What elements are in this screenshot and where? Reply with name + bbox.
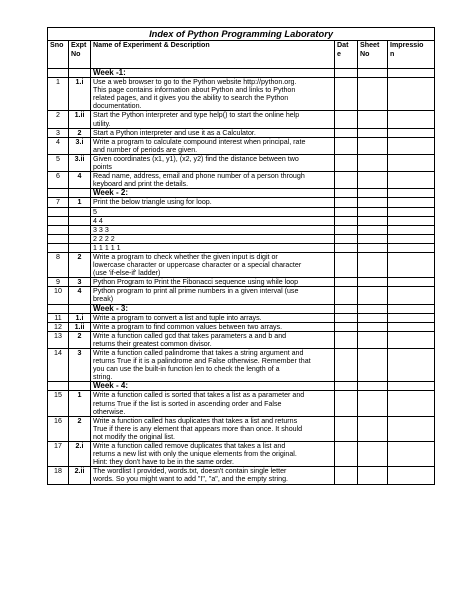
sno-cell xyxy=(48,243,69,252)
impression-cell xyxy=(388,234,435,243)
table-row xyxy=(48,416,435,441)
date-cell xyxy=(335,322,358,331)
sheet-no-cell xyxy=(358,198,388,207)
date-cell xyxy=(335,287,358,304)
sno-cell xyxy=(48,216,69,225)
impression-cell xyxy=(388,172,435,189)
sno-cell: 6 xyxy=(48,172,69,189)
sno-cell: 5 xyxy=(48,154,69,171)
impression-cell xyxy=(388,128,435,137)
date-cell xyxy=(335,207,358,216)
date-cell xyxy=(335,243,358,252)
sno-cell: 12 xyxy=(48,322,69,331)
impression-cell xyxy=(388,278,435,287)
table-row xyxy=(48,278,435,287)
table-row xyxy=(48,137,435,154)
sno-cell xyxy=(48,69,69,78)
table-row xyxy=(48,252,435,277)
sno-cell: 18 xyxy=(48,467,69,484)
table-row xyxy=(48,78,435,111)
date-cell xyxy=(335,467,358,484)
impression-cell xyxy=(388,467,435,484)
table-row xyxy=(48,322,435,331)
table-row xyxy=(48,216,435,225)
expt-no-cell xyxy=(69,234,91,243)
page-title: Index of Python Programming Laboratory xyxy=(48,28,435,41)
description-cell: Write a program to calculate compound interest when principal, rate and number of periods are given. xyxy=(91,137,335,154)
week-row xyxy=(48,69,435,78)
date-cell xyxy=(335,278,358,287)
table-row xyxy=(48,287,435,304)
sheet-no-cell xyxy=(358,216,388,225)
sheet-no-cell xyxy=(358,252,388,277)
impression-cell xyxy=(388,216,435,225)
sno-cell: 1 xyxy=(48,78,69,111)
table-row xyxy=(48,198,435,207)
sno-cell xyxy=(48,382,69,391)
sheet-no-cell xyxy=(358,313,388,322)
sheet-no-cell xyxy=(358,234,388,243)
expt-no-cell: 1.ii xyxy=(69,322,91,331)
sheet-no-cell xyxy=(358,137,388,154)
impression-cell xyxy=(388,382,435,391)
table-row xyxy=(48,442,435,467)
impression-cell xyxy=(388,252,435,277)
date-cell xyxy=(335,416,358,441)
date-cell xyxy=(335,442,358,467)
header-sheet-no: Sheet No xyxy=(358,41,388,69)
expt-no-cell: 1.i xyxy=(69,313,91,322)
expt-no-cell xyxy=(69,304,91,313)
sno-cell: 4 xyxy=(48,137,69,154)
expt-no-cell: 2 xyxy=(69,416,91,441)
sheet-no-cell xyxy=(358,111,388,128)
date-cell xyxy=(335,252,358,277)
description-cell: Python program to print all prime numbers in a given interval (use break) xyxy=(91,287,335,304)
table-row xyxy=(48,313,435,322)
sno-cell: 7 xyxy=(48,198,69,207)
expt-no-cell: 3 xyxy=(69,349,91,382)
expt-no-cell xyxy=(69,69,91,78)
sno-cell xyxy=(48,207,69,216)
description-cell: 1 1 1 1 1 xyxy=(91,243,335,252)
date-cell xyxy=(335,137,358,154)
impression-cell xyxy=(388,391,435,416)
expt-no-cell: 1.i xyxy=(69,78,91,111)
impression-cell xyxy=(388,69,435,78)
sno-cell: 8 xyxy=(48,252,69,277)
description-cell: 2 2 2 2 xyxy=(91,234,335,243)
sheet-no-cell xyxy=(358,207,388,216)
header-expt-no: Expt No xyxy=(69,41,91,69)
impression-cell xyxy=(388,154,435,171)
sheet-no-cell xyxy=(358,322,388,331)
description-cell: Write a program to check whether the given input is digit or lowercase character or uppercase character or a special character (use 'if-else-if' ladder) xyxy=(91,252,335,277)
sheet-no-cell xyxy=(358,349,388,382)
expt-no-cell: 2.ii xyxy=(69,467,91,484)
expt-no-cell: 2 xyxy=(69,331,91,348)
impression-cell xyxy=(388,349,435,382)
expt-no-cell xyxy=(69,225,91,234)
expt-no-cell: 2 xyxy=(69,252,91,277)
impression-cell xyxy=(388,331,435,348)
table-row xyxy=(48,349,435,382)
description-cell: Python Program to Print the Fibonacci sequence using while loop xyxy=(91,278,335,287)
sheet-no-cell xyxy=(358,189,388,198)
sno-cell xyxy=(48,225,69,234)
date-cell xyxy=(335,349,358,382)
description-cell: Write a function called is sorted that takes a list as a parameter and returns True if the list is sorted in ascending order and False otherwise. xyxy=(91,391,335,416)
expt-no-cell: 3 xyxy=(69,278,91,287)
date-cell xyxy=(335,225,358,234)
date-cell xyxy=(335,304,358,313)
table-row xyxy=(48,391,435,416)
sno-cell: 2 xyxy=(48,111,69,128)
week-heading: Week - 2: xyxy=(91,189,335,198)
description-cell: Start the Python interpreter and type help() to start the online help utility. xyxy=(91,111,335,128)
impression-cell xyxy=(388,416,435,441)
date-cell xyxy=(335,234,358,243)
sno-cell xyxy=(48,234,69,243)
description-cell: Start a Python interpreter and use it as a Calculator. xyxy=(91,128,335,137)
week-heading: Week -1: xyxy=(91,69,335,78)
sheet-no-cell xyxy=(358,382,388,391)
description-cell: Write a function called palindrome that takes a string argument and returns True if it is a palindrome and False otherwise. Remember that you can use the built-in function len to check the length of a string. xyxy=(91,349,335,382)
expt-no-cell: 1 xyxy=(69,391,91,416)
table-row xyxy=(48,467,435,484)
expt-no-cell: 4 xyxy=(69,287,91,304)
sno-cell: 13 xyxy=(48,331,69,348)
sheet-no-cell xyxy=(358,391,388,416)
date-cell xyxy=(335,128,358,137)
header-description: Name of Experiment & Description xyxy=(91,41,335,69)
impression-cell xyxy=(388,198,435,207)
table-row xyxy=(48,172,435,189)
sheet-no-cell xyxy=(358,278,388,287)
week-row xyxy=(48,382,435,391)
description-cell: 5 xyxy=(91,207,335,216)
table-row xyxy=(48,154,435,171)
sheet-no-cell xyxy=(358,172,388,189)
expt-no-cell xyxy=(69,382,91,391)
date-cell xyxy=(335,391,358,416)
description-cell: Read name, address, email and phone number of a person through keyboard and print the details. xyxy=(91,172,335,189)
date-cell xyxy=(335,216,358,225)
impression-cell xyxy=(388,313,435,322)
sno-cell: 17 xyxy=(48,442,69,467)
expt-no-cell xyxy=(69,189,91,198)
expt-no-cell: 3.ii xyxy=(69,154,91,171)
week-row xyxy=(48,304,435,313)
sno-cell: 10 xyxy=(48,287,69,304)
description-cell: Write a function called has duplicates that takes a list and returns True if there is any element that appears more than once. It should not modify the original list. xyxy=(91,416,335,441)
description-cell: Write a program to convert a list and tuple into arrays. xyxy=(91,313,335,322)
sno-cell: 16 xyxy=(48,416,69,441)
impression-cell xyxy=(388,111,435,128)
impression-cell xyxy=(388,442,435,467)
sno-cell xyxy=(48,189,69,198)
sheet-no-cell xyxy=(358,154,388,171)
expt-no-cell: 2.i xyxy=(69,442,91,467)
date-cell xyxy=(335,331,358,348)
description-cell: Write a function called gcd that takes parameters a and b and returns their greatest common divisor. xyxy=(91,331,335,348)
impression-cell xyxy=(388,304,435,313)
header-row xyxy=(48,41,435,69)
expt-no-cell: 4 xyxy=(69,172,91,189)
sheet-no-cell xyxy=(358,416,388,441)
sno-cell: 14 xyxy=(48,349,69,382)
table-row xyxy=(48,243,435,252)
date-cell xyxy=(335,313,358,322)
impression-cell xyxy=(388,225,435,234)
expt-no-cell: 2 xyxy=(69,128,91,137)
header-date: Dat e xyxy=(335,41,358,69)
sno-cell: 3 xyxy=(48,128,69,137)
impression-cell xyxy=(388,322,435,331)
date-cell xyxy=(335,154,358,171)
sheet-no-cell xyxy=(358,304,388,313)
table-row xyxy=(48,111,435,128)
table-row xyxy=(48,331,435,348)
expt-no-cell: 1 xyxy=(69,198,91,207)
expt-no-cell: 1.ii xyxy=(69,111,91,128)
lab-index-table xyxy=(47,27,435,485)
sno-cell xyxy=(48,304,69,313)
table-row xyxy=(48,225,435,234)
sheet-no-cell xyxy=(358,442,388,467)
sno-cell: 9 xyxy=(48,278,69,287)
description-cell: Use a web browser to go to the Python website http://python.org. This page contains information about Python and links to Python related pages, and it gives you the ability to search the Python documentation. xyxy=(91,78,335,111)
description-cell: Write a function called remove duplicates that takes a list and returns a new list with only the unique elements from the original. Hint: they don't have to be in the same order. xyxy=(91,442,335,467)
week-heading: Week - 4: xyxy=(91,382,335,391)
header-sno: Sno xyxy=(48,41,69,69)
description-cell: Write a program to find common values between two arrays. xyxy=(91,322,335,331)
date-cell xyxy=(335,189,358,198)
impression-cell xyxy=(388,207,435,216)
header-impression: Impressio n xyxy=(388,41,435,69)
sno-cell: 15 xyxy=(48,391,69,416)
impression-cell xyxy=(388,287,435,304)
week-heading: Week - 3: xyxy=(91,304,335,313)
expt-no-cell xyxy=(69,216,91,225)
sheet-no-cell xyxy=(358,128,388,137)
sheet-no-cell xyxy=(358,287,388,304)
expt-no-cell xyxy=(69,207,91,216)
sheet-no-cell xyxy=(358,78,388,111)
impression-cell xyxy=(388,189,435,198)
table-row xyxy=(48,128,435,137)
description-cell: Given coordinates (x1, y1), (x2, y2) find the distance between two points xyxy=(91,154,335,171)
sheet-no-cell xyxy=(358,331,388,348)
date-cell xyxy=(335,78,358,111)
description-cell: 4 4 xyxy=(91,216,335,225)
sheet-no-cell xyxy=(358,243,388,252)
impression-cell xyxy=(388,78,435,111)
impression-cell xyxy=(388,137,435,154)
impression-cell xyxy=(388,243,435,252)
date-cell xyxy=(335,198,358,207)
description-cell: 3 3 3 xyxy=(91,225,335,234)
sheet-no-cell xyxy=(358,467,388,484)
description-cell: The wordlist I provided, words.txt, doesn't contain single letter words. So you might want to add "I", "a", and the empty string. xyxy=(91,467,335,484)
sheet-no-cell xyxy=(358,69,388,78)
description-cell: Print the below triangle using for loop. xyxy=(91,198,335,207)
week-row xyxy=(48,189,435,198)
sno-cell: 11 xyxy=(48,313,69,322)
date-cell xyxy=(335,111,358,128)
sheet-no-cell xyxy=(358,225,388,234)
expt-no-cell xyxy=(69,243,91,252)
date-cell xyxy=(335,69,358,78)
expt-no-cell: 3.i xyxy=(69,137,91,154)
date-cell xyxy=(335,382,358,391)
table-row xyxy=(48,207,435,216)
table-row xyxy=(48,234,435,243)
date-cell xyxy=(335,172,358,189)
